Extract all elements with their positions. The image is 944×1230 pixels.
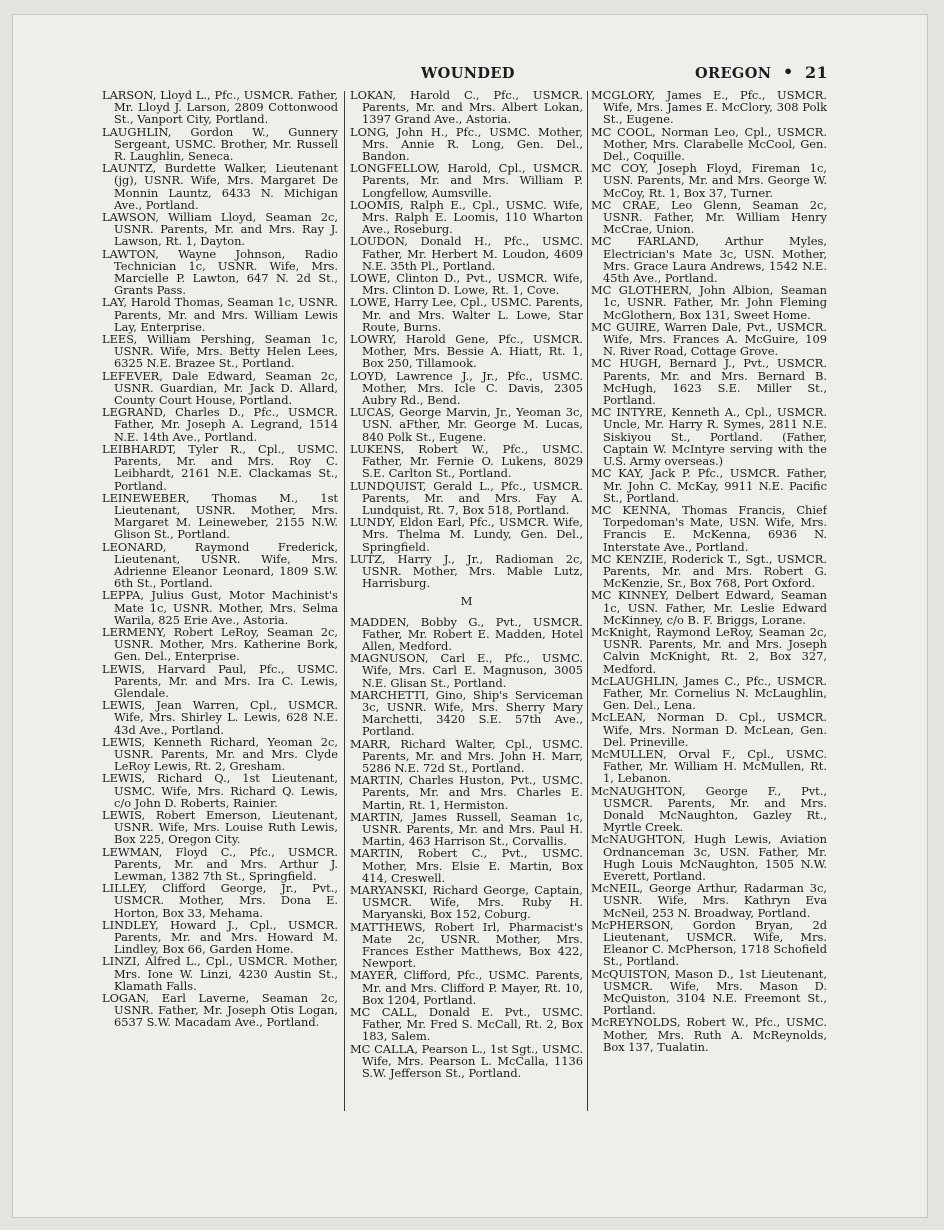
casualty-entry: MARR, Richard Walter, Cpl., USMC. Parents, Mr. and Mrs. John H. Marr, 5286 N.E. 72d St., Portland. [350, 736, 583, 775]
casualty-entry: LOKAN, Harold C., Pfc., USMCR. Parents, Mr. and Mrs. Albert Lokan, 1397 Grand Ave., Astoria. [350, 89, 583, 127]
casualty-entry: MATTHEWS, Robert Irl, Pharmacist's Mate 2c, USNR. Mother, Mrs. Frances Esther Matthews, Box 422, Newport. [350, 919, 583, 971]
casualty-entry: LUKENS, Robert W., Pfc., USMC. Father, Mr. Fernie O. Lukens, 8029 S.E. Carlton St., Portland. [350, 441, 583, 481]
casualty-entry: LUTZ, Harry J., Jr., Radioman 2c, USNR. Mother, Mrs. Mable Lutz, Harrisburg. [350, 551, 583, 591]
page-number: 21 [805, 63, 829, 82]
casualty-entry: LONG, John H., Pfc., USMC. Mother, Mrs. Annie R. Long, Gen. Del., Bandon. [350, 124, 583, 164]
casualty-entry: MC KENZIE, Roderick T., Sgt., USMCR. Parents, Mr. and Mrs. Robert G. McKenzie, Sr., Box 768, Port Oxford. [591, 551, 827, 591]
casualty-entry: MAYER, Clifford, Pfc., USMC. Parents, Mr. and Mrs. Clifford P. Mayer, Rt. 10, Box 1204, Portland. [350, 968, 583, 1007]
casualty-entry: LEINEWEBER, Thomas M., 1st Lieutenant, USNR. Mother, Mrs. Margaret M. Leineweber, 2155 N.W. Glison St., Portland. [102, 490, 338, 542]
section-title: WOUNDED [421, 65, 515, 82]
casualty-entry: LUNDY, Eldon Earl, Pfc., USMCR. Wife, Mrs. Thelma M. Lundy, Gen. Del., Springfield. [350, 515, 583, 554]
casualty-entry: MC CALLA, Pearson L., 1st Sgt., USMC. Wife, Mrs. Pearson L. McCalla, 1136 S.W. Jefferson St., Portland. [350, 1041, 583, 1081]
casualty-entry: MC INTYRE, Kenneth A., Cpl., USMCR. Uncle, Mr. Harry R. Symes, 2811 N.E. Siskiyou St., Portland. (Father, Captain W. McIntyre serving with the U.S. Army overseas.) [591, 405, 827, 469]
casualty-entry: McNAUGHTON, George F., Pvt., USMCR. Parents, Mr. and Mrs. Donald McNaughton, Gazley Rt., Myrtle Creek. [591, 783, 827, 835]
state-name: OREGON [695, 65, 772, 82]
casualty-entry: LUNDQUIST, Gerald L., Pfc., USMCR. Parents, Mr. and Mrs. Fay A. Lundquist, Rt. 7, Box 518, Portland. [350, 478, 583, 517]
casualty-entry: McNAUGHTON, Hugh Lewis, Aviation Ordnanceman 3c, USN. Father, Mr. Hugh Louis McNaughton, 1505 N.W. Everett, Portland. [591, 832, 827, 883]
casualty-entry: LEWIS, Harvard Paul, Pfc., USMC. Parents, Mr. and Mrs. Ira C. Lewis, Glendale. [102, 661, 338, 700]
casualty-entry: MARTIN, Charles Huston, Pvt., USMC. Parents, Mr. and Mrs. Charles E. Martin, Rt. 1, Hermiston. [350, 773, 583, 812]
casualty-entry: LEIBHARDT, Tyler R., Cpl., USMC. Parents, Mr. and Mrs. Roy C. Leibhardt, 2161 N.E. Clackamas St., Portland. [102, 441, 338, 493]
casualty-entry: LOUDON, Donald H., Pfc., USMC. Father, Mr. Herbert M. Loudon, 4609 N.E. 35th Pl., Portland. [350, 234, 583, 273]
casualty-entry: MC HUGH, Bernard J., Pvt., USMCR. Parents, Mr. and Mrs. Bernard B. McHugh, 1623 S.E. Miller St., Portland. [591, 356, 827, 408]
column-3 [591, 89, 827, 1129]
casualty-entry: LOOMIS, Ralph E., Cpl., USMC. Wife, Mrs. Ralph E. Loomis, 110 Wharton Ave., Roseburg. [350, 197, 583, 237]
casualty-entry: LOYD, Lawrence J., Jr., Pfc., USMC. Mother, Mrs. Icle C. Davis, 2305 Aubry Rd., Bend. [350, 368, 583, 408]
casualty-entry: McPHERSON, Gordon Bryan, 2d Lieutenant, USMCR. Wife, Mrs. Eleanor C. McPherson, 1718 Schofield St., Portland. [591, 917, 827, 969]
casualty-entry: MC CALL, Donald E. Pvt., USMC. Father, Mr. Fred S. McCall, Rt. 2, Box 183, Salem. [350, 1005, 583, 1044]
casualty-entry: LOWRY, Harold Gene, Pfc., USMCR. Mother, Mrs. Bessie A. Hiatt, Rt. 1, Box 250, Tillamook. [350, 332, 583, 371]
section-letter: M [460, 594, 473, 609]
casualty-entry: MARTIN, Robert C., Pvt., USMC. Mother, Mrs. Elsie E. Martin, Box 414, Creswell. [350, 846, 583, 885]
casualty-entry: LOWE, Harry Lee, Cpl., USMC. Parents, Mr. and Mrs. Walter L. Lowe, Star Route, Burns. [350, 295, 583, 334]
casualty-entry: McKnight, Raymond LeRoy, Seaman 2c, USNR. Parents, Mr. and Mrs. Joseph Calvin McKnight, Rt. 2, Box 327, Medford. [591, 624, 827, 676]
casualty-entry: LEONARD, Raymond Frederick, Lieutenant, USNR. Wife, Mrs. Adrienne Eleanor Leonard, 1809 S.W. 6th St., Portland. [102, 539, 338, 591]
casualty-entry: LEWIS, Kenneth Richard, Yeoman 2c, USNR. Parents, Mr. and Mrs. Clyde LeRoy Lewis, Rt. 2, Gresham. [102, 734, 338, 774]
casualty-entry: LEWIS, Robert Emerson, Lieutenant, USNR. Wife, Mrs. Louise Ruth Lewis, Box 225, Oregon City. [102, 807, 338, 847]
casualty-entry: MC CRAE, Leo Glenn, Seaman 2c, USNR. Father, Mr. William Henry McCrae, Union. [591, 197, 827, 237]
column-divider [344, 91, 345, 1111]
casualty-entry: McLAUGHLIN, James C., Pfc., USMCR. Father, Mr. Cornelius N. McLaughlin, Gen. Del., Lena. [591, 673, 827, 713]
header-bullet: • [783, 62, 794, 81]
casualty-entry: LEES, William Pershing, Seaman 1c, USNR. Wife, Mrs. Betty Helen Lees, 6325 N.E. Brazee St., Portland. [102, 332, 338, 371]
casualty-entry: McLEAN, Norman D. Cpl., USMCR. Wife, Mrs. Norman D. McLean, Gen. Del. Prineville. [591, 710, 827, 749]
casualty-entry: MARTIN, James Russell, Seaman 1c, USNR. Parents, Mr. and Mrs. Paul H. Martin, 463 Harrison St., Corvallis. [350, 809, 583, 849]
casualty-entry: LEWMAN, Floyd C., Pfc., USMCR. Parents, Mr. and Mrs. Arthur J. Lewman, 1382 7th St., Springfield. [102, 844, 338, 883]
casualty-entry: McNEIL, George Arthur, Radarman 3c, USNR. Wife, Mrs. Kathryn Eva McNeil, 253 N. Broadway, Portland. [591, 881, 827, 920]
casualty-entry: LEGRAND, Charles D., Pfc., USMCR. Father, Mr. Joseph A. Legrand, 1514 N.E. 14th Ave., Portland. [102, 405, 338, 444]
casualty-entry: MARCHETTI, Gino, Ship's Serviceman 3c, USNR. Wife, Mrs. Sherry Mary Marchetti, 3420 S.E. 57th Ave., Portland. [350, 687, 583, 739]
casualty-entry: LINDLEY, Howard J., Cpl., USMCR. Parents, Mr. and Mrs. Howard M. Lindley, Box 66, Garden Home. [102, 917, 338, 957]
page-header [13, 61, 927, 85]
casualty-entry: MC COOL, Norman Leo, Cpl., USMCR. Mother, Mrs. Clarabelle McCool, Gen. Del., Coquille. [591, 124, 827, 164]
casualty-entry: LEFEVER, Dale Edward, Seaman 2c, USNR. Guardian, Mr. Jack D. Allard, County Court House, Portland. [102, 368, 338, 408]
casualty-entry: LAUGHLIN, Gordon W., Gunnery Sergeant, USMC. Brother, Mr. Russell R. Laughlin, Seneca. [102, 124, 338, 164]
casualty-entry: LINZI, Alfred L., Cpl., USMCR. Mother, Mrs. Ione W. Linzi, 4230 Austin St., Klamath Falls. [102, 954, 338, 993]
casualty-entry: McQUISTON, Mason D., 1st Lieutenant, USMCR. Wife, Mrs. Mason D. McQuiston, 3104 N.E. Freemont St., Portland. [591, 966, 827, 1018]
casualty-entry: MARYANSKI, Richard George, Captain, USMCR. Wife, Mrs. Ruby H. Maryanski, Box 152, Coburg. [350, 883, 583, 922]
document-page [12, 14, 928, 1218]
casualty-entry: MC KINNEY, Delbert Edward, Seaman 1c, USN. Father, Mr. Leslie Edward McKinney, c/o B. F. Briggs, Lorane. [591, 588, 827, 627]
casualty-entry: LARSON, Lloyd L., Pfc., USMCR. Father, Mr. Lloyd J. Larson, 2809 Cottonwood St., Vanport City, Portland. [102, 89, 338, 127]
casualty-entry: McREYNOLDS, Robert W., Pfc., USMC. Mother, Mrs. Ruth A. McReynolds, Box 137, Tualatin. [591, 1015, 827, 1054]
casualty-entry: LEPPA, Julius Gust, Motor Machinist's Mate 1c, USNR. Mother, Mrs. Selma Warila, 825 Erie Ave., Astoria. [102, 588, 338, 627]
casualty-entry: MCGLORY, James E., Pfc., USMCR. Wife, Mrs. James E. McClory, 308 Polk St., Eugene. [591, 89, 827, 127]
casualty-entry: LEWIS, Richard Q., 1st Lieutenant, USMC. Wife, Mrs. Richard Q. Lewis, c/o John D. Roberts, Rainier. [102, 771, 338, 810]
casualty-entry: LONGFELLOW, Harold, Cpl., USMCR. Parents, Mr. and Mrs. William P. Longfellow, Aumsville. [350, 161, 583, 200]
casualty-entry: LAY, Harold Thomas, Seaman 1c, USNR. Parents, Mr. and Mrs. William Lewis Lay, Enterprise. [102, 295, 338, 334]
casualty-entry: LAWSON, William Lloyd, Seaman 2c, USNR. Parents, Mr. and Mrs. Ray J. Lawson, Rt. 1, Dayton. [102, 210, 338, 249]
casualty-entry: MC KAY, Jack P. Pfc., USMCR. Father, Mr. John C. McKay, 9911 N.E. Pacific St., Portland. [591, 466, 827, 505]
casualty-entry: LUCAS, George Marvin, Jr., Yeoman 3c, USN. aFther, Mr. George M. Lucas, 840 Polk St., Eugene. [350, 405, 583, 444]
casualty-entry: LILLEY, Clifford George, Jr., Pvt., USMCR. Mother, Mrs. Dona E. Horton, Box 33, Mehama. [102, 881, 338, 920]
casualty-entry: MADDEN, Bobby G., Pvt., USMCR. Father, Mr. Robert E. Madden, Hotel Allen, Medford. [350, 614, 583, 653]
casualty-entry: MC GUIRE, Warren Dale, Pvt., USMCR. Wife, Mrs. Frances A. McGuire, 109 N. River Road, Cottage Grove. [591, 319, 827, 359]
casualty-entry: LEWIS, Jean Warren, Cpl., USMCR. Wife, Mrs. Shirley L. Lewis, 628 N.E. 43d Ave., Portland. [102, 698, 338, 737]
casualty-entry: McMULLEN, Orval F., Cpl., USMC. Father, Mr. William H. McMullen, Rt. 1, Lebanon. [591, 746, 827, 786]
casualty-entry: MC KENNA, Thomas Francis, Chief Torpedoman's Mate, USN. Wife, Mrs. Francis E. McKenna, 6936 N. Interstate Ave., Portland. [591, 502, 827, 554]
casualty-entry: MC COY, Joseph Floyd, Fireman 1c, USN. Parents, Mr. and Mrs. George W. McCoy, Rt. 1, Box 37, Turner. [591, 161, 827, 200]
casualty-entry: LERMENY, Robert LeRoy, Seaman 2c, USNR. Mother, Mrs. Katherine Bork, Gen. Del., Enterprise. [102, 624, 338, 664]
casualty-entry: LAUNTZ, Burdette Walker, Lieutenant (jg), USNR. Wife, Mrs. Margaret De Monnin Launtz, 6433 N. Michigan Ave., Portland. [102, 161, 338, 212]
column-2 [350, 89, 583, 1129]
casualty-entry: LOWE, Clinton D., Pvt., USMCR. Wife, Mrs. Clinton D. Lowe, Rt. 1, Cove. [350, 271, 583, 298]
casualty-entry: LAWTON, Wayne Johnson, Radio Technician 1c, USNR. Wife, Mrs. Marcielle P. Lawton, 647 N. 2d St., Grants Pass. [102, 246, 338, 298]
casualty-entry: MAGNUSON, Carl E., Pfc., USMC. Wife, Mrs. Carl E. Magnuson, 3005 N.E. Glisan St., Portland. [350, 651, 583, 690]
casualty-entry: LOGAN, Earl Laverne, Seaman 2c, USNR. Father, Mr. Joseph Otis Logan, 6537 S.W. Macadam Ave., Portland. [102, 991, 338, 1030]
column-1 [102, 89, 338, 1129]
column-divider [587, 91, 588, 1111]
casualty-entry: MC GLOTHERN, John Albion, Seaman 1c, USNR. Father, Mr. John Fleming McGlothern, Box 131, Sweet Home. [591, 283, 827, 322]
casualty-entry: MC FARLAND, Arthur Myles, Electrician's Mate 3c, USN. Mother, Mrs. Grace Laura Andrews, 1542 N.E. 45th Ave., Portland. [591, 234, 827, 286]
